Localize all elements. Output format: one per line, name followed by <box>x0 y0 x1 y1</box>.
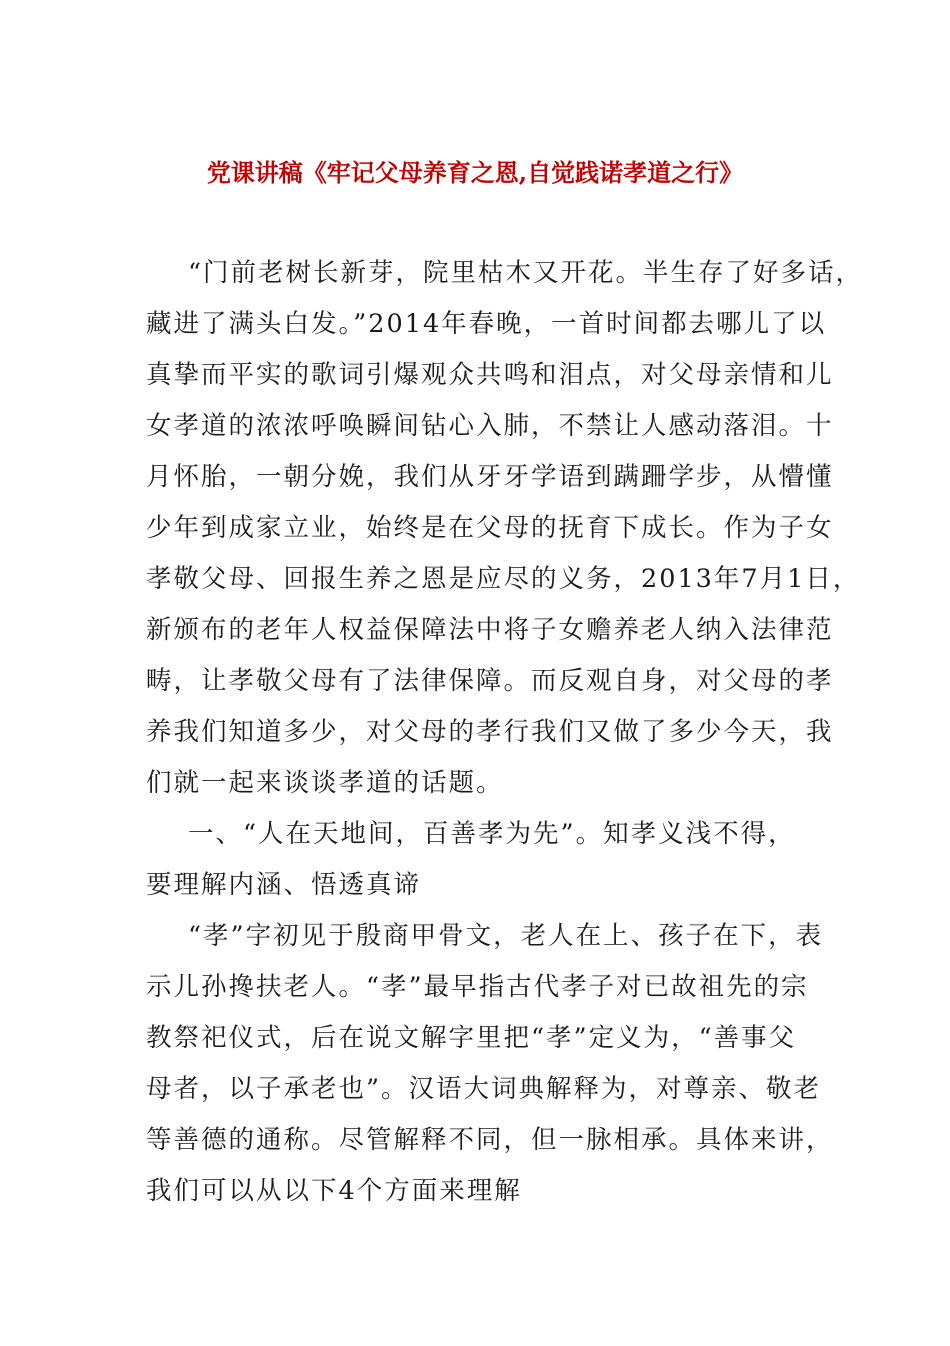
text-line: 教祭祀仪式，后在说文解字里把“孝”定义为，“善事父 <box>146 1023 797 1053</box>
document-title: 党课讲稿《牢记父母养育之恩,自觉践诺孝道之行》 <box>206 158 744 187</box>
text-line: 女孝道的浓浓呼唤瞬间钻心入肺，不禁让人感动落泪。十 <box>146 411 834 441</box>
text-line: 少年到成家立业，始终是在父母的抚育下成长。作为子女 <box>146 513 834 543</box>
text-line: 孝敬父母、回报生养之恩是应尽的义务，2013年7月1日， <box>146 564 861 594</box>
text-line: 新颁布的老年人权益保障法中将子女赡养老人纳入法律范 <box>146 615 834 645</box>
text-line: 我们可以从以下4个方面来理解 <box>146 1176 522 1206</box>
text-line: “门前老树长新芽，院里枯木又开花。半生存了好多话， <box>188 258 864 288</box>
text-line: 母者，以子承老也”。汉语大词典解释为，对尊亲、敬老 <box>146 1074 822 1104</box>
text-line: “孝”字初见于殷商甲骨文，老人在上、孩子在下，表 <box>188 921 824 951</box>
text-line: 藏进了满头白发。”2014年春晚，一首时间都去哪儿了以 <box>146 309 827 339</box>
text-line: 养我们知道多少，对父母的孝行我们又做了多少今天，我 <box>146 717 834 747</box>
section-heading: 一、“人在天地间，百善孝为先”。知孝义浅不得， <box>188 819 796 849</box>
text-line: 畴，让孝敬父母有了法律保障。而反观自身，对父母的孝 <box>146 666 834 696</box>
text-line: 们就一起来谈谈孝道的话题。 <box>146 768 504 798</box>
text-line: 示儿孙搀扶老人。“孝”最早指古代孝子对已故祖先的宗 <box>146 972 809 1002</box>
text-line: 真挚而平实的歌词引爆观众共鸣和泪点，对父母亲情和儿 <box>146 360 834 390</box>
text-line: 月怀胎，一朝分娩，我们从牙牙学语到蹒跚学步，从懵懂 <box>146 462 834 492</box>
text-line: 等善德的通称。尽管解释不同，但一脉相承。具体来讲， <box>146 1125 834 1155</box>
section-heading: 要理解内涵、悟透真谛 <box>146 870 422 900</box>
